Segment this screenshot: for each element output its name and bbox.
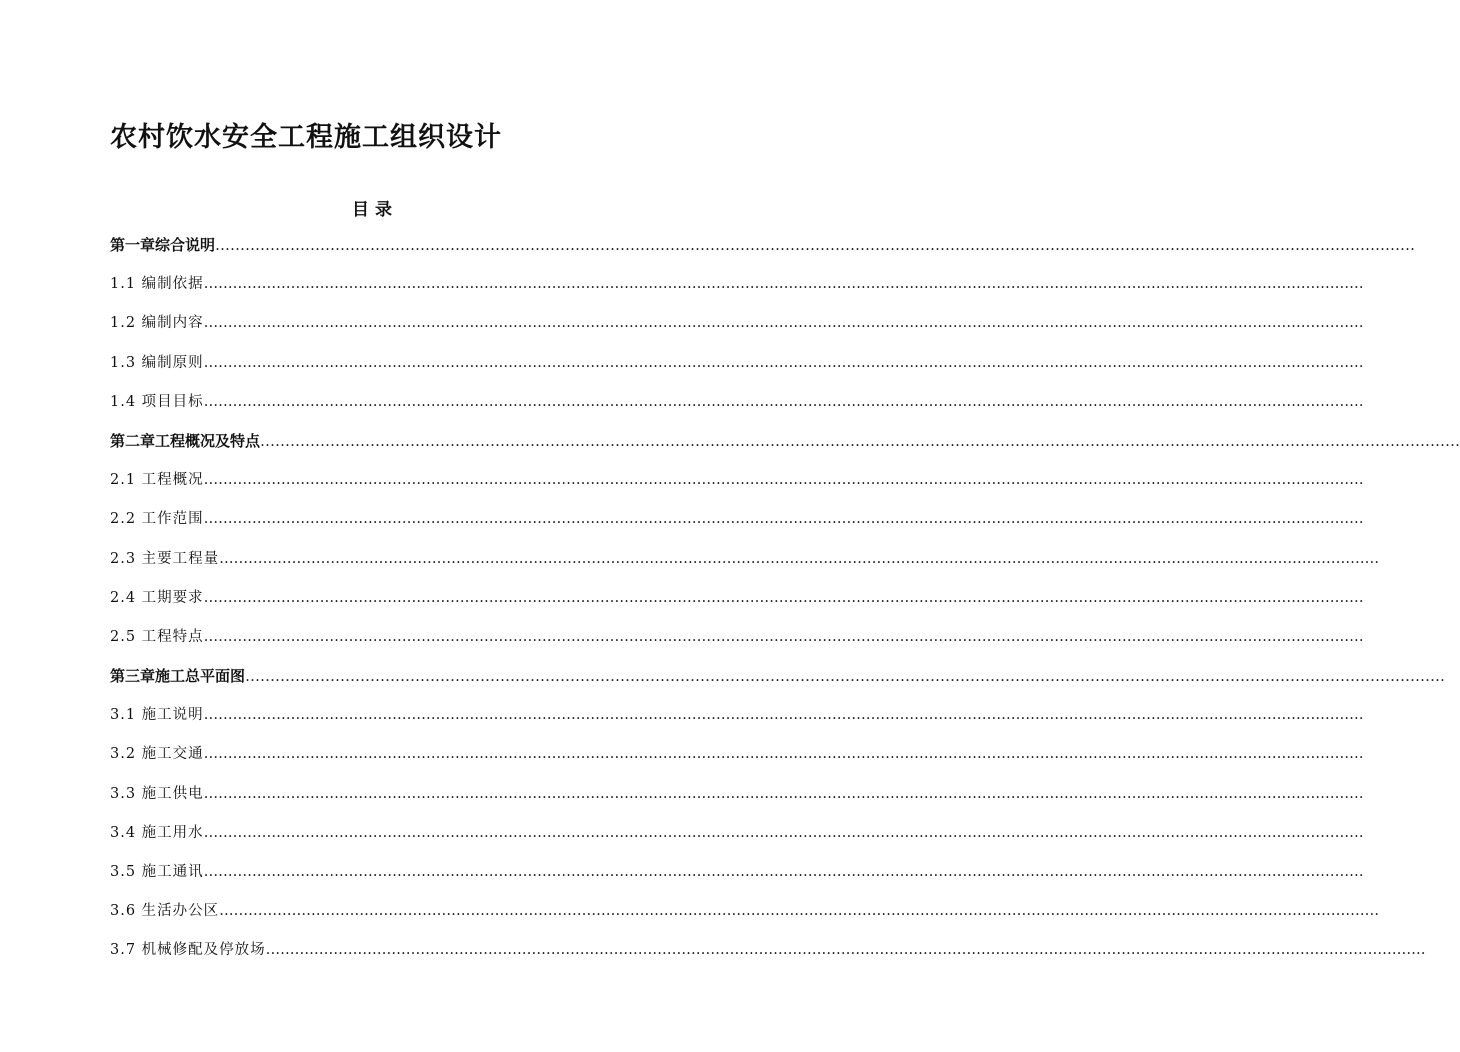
toc-entry-label: 第三章施工总平面图 — [110, 667, 246, 686]
toc-entry — [110, 819, 1364, 858]
dot-leader: …………………………………………………………………………………………………………………………………………………………………………………………………………………… — [203, 746, 1364, 763]
dot-leader: …………………………………………………………………………………………………………………………………………………………………………………………………………………… — [203, 354, 1364, 371]
toc-entry-label: 1.1 编制依据 — [110, 276, 204, 293]
toc-entry-label: 3.4 施工用水 — [110, 824, 204, 841]
dot-leader: …………………………………………………………………………………………………………………………………………………………………………………………………………………… — [203, 393, 1364, 410]
toc-heading — [0, 196, 744, 224]
dot-leader: …………………………………………………………………………………………………………………………………………………………………………………………………………………… — [245, 667, 1446, 686]
dot-leader: …………………………………………………………………………………………………………………………………………………………………………………………………………………… — [203, 864, 1364, 880]
document-title: 农村饮水安全工程施工组织设计 — [110, 122, 502, 153]
toc-entry-label: 2.5 工程特点 — [110, 628, 204, 645]
toc-entry — [110, 270, 1364, 309]
toc-entry-label: 2.4 工期要求 — [110, 589, 204, 606]
dot-leader: …………………………………………………………………………………………………………………………………………………………………………………………………………………… — [215, 236, 1416, 254]
toc-entry — [110, 623, 1364, 662]
toc-entry — [110, 584, 1364, 623]
toc-entry — [110, 701, 1364, 740]
dot-leader: …………………………………………………………………………………………………………………………………………………………………………………………………………………… — [203, 707, 1364, 724]
dot-leader: …………………………………………………………………………………………………………………………………………………………………………………………………………………… — [219, 903, 1380, 920]
table-of-contents — [110, 231, 1460, 976]
toc-entry — [110, 466, 1364, 505]
toc-entry — [110, 388, 1364, 427]
toc-entry-label: 2.3 主要工程量 — [110, 550, 220, 567]
toc-entry — [110, 231, 1416, 270]
dot-leader: …………………………………………………………………………………………………………………………………………………………………………………………………………………… — [265, 942, 1426, 959]
toc-entry-label: 1.4 项目目标 — [110, 393, 204, 410]
toc-heading-text: 目录 — [352, 200, 398, 220]
toc-entry-label: 3.6 生活办公区 — [110, 903, 220, 920]
toc-entry — [110, 858, 1364, 897]
toc-entry — [110, 936, 1426, 975]
dot-leader: …………………………………………………………………………………………………………………………………………………………………………………………………………………… — [203, 785, 1364, 802]
toc-entry-label: 2.1 工程概况 — [110, 472, 204, 489]
toc-entry — [110, 662, 1446, 701]
toc-entry-label: 2.2 工作范围 — [110, 511, 204, 528]
toc-entry — [110, 349, 1364, 388]
toc-entry-label: 3.3 施工供电 — [110, 785, 204, 802]
toc-entry-label: 3.5 施工通讯 — [110, 864, 204, 880]
toc-entry — [110, 897, 1380, 936]
toc-entry-label: 1.3 编制原则 — [110, 354, 204, 371]
toc-entry — [110, 427, 1460, 466]
dot-leader: …………………………………………………………………………………………………………………………………………………………………………………………………………………… — [203, 589, 1364, 606]
toc-entry — [110, 780, 1364, 819]
toc-entry-label: 1.2 编制内容 — [110, 315, 204, 332]
toc-entry — [110, 545, 1380, 584]
dot-leader: …………………………………………………………………………………………………………………………………………………………………………………………………………………… — [203, 276, 1364, 293]
dot-leader: …………………………………………………………………………………………………………………………………………………………………………………………………………………… — [260, 431, 1460, 450]
toc-entry-label: 3.2 施工交通 — [110, 746, 204, 763]
dot-leader: …………………………………………………………………………………………………………………………………………………………………………………………………………………… — [203, 511, 1364, 528]
toc-entry-label: 3.7 机械修配及停放场 — [110, 942, 266, 959]
dot-leader: …………………………………………………………………………………………………………………………………………………………………………………………………………………… — [203, 472, 1364, 489]
dot-leader: …………………………………………………………………………………………………………………………………………………………………………………………………………………… — [203, 824, 1364, 841]
toc-entry-label: 第一章综合说明 — [110, 236, 216, 254]
toc-entry — [110, 505, 1364, 544]
dot-leader: …………………………………………………………………………………………………………………………………………………………………………………………………………………… — [219, 550, 1380, 567]
dot-leader: …………………………………………………………………………………………………………………………………………………………………………………………………………………… — [203, 315, 1364, 332]
toc-entry — [110, 740, 1364, 779]
toc-entry-label: 第二章工程概况及特点 — [110, 431, 261, 450]
dot-leader: …………………………………………………………………………………………………………………………………………………………………………………………………………………… — [203, 628, 1364, 645]
toc-entry — [110, 309, 1364, 348]
toc-entry-label: 3.1 施工说明 — [110, 707, 204, 724]
